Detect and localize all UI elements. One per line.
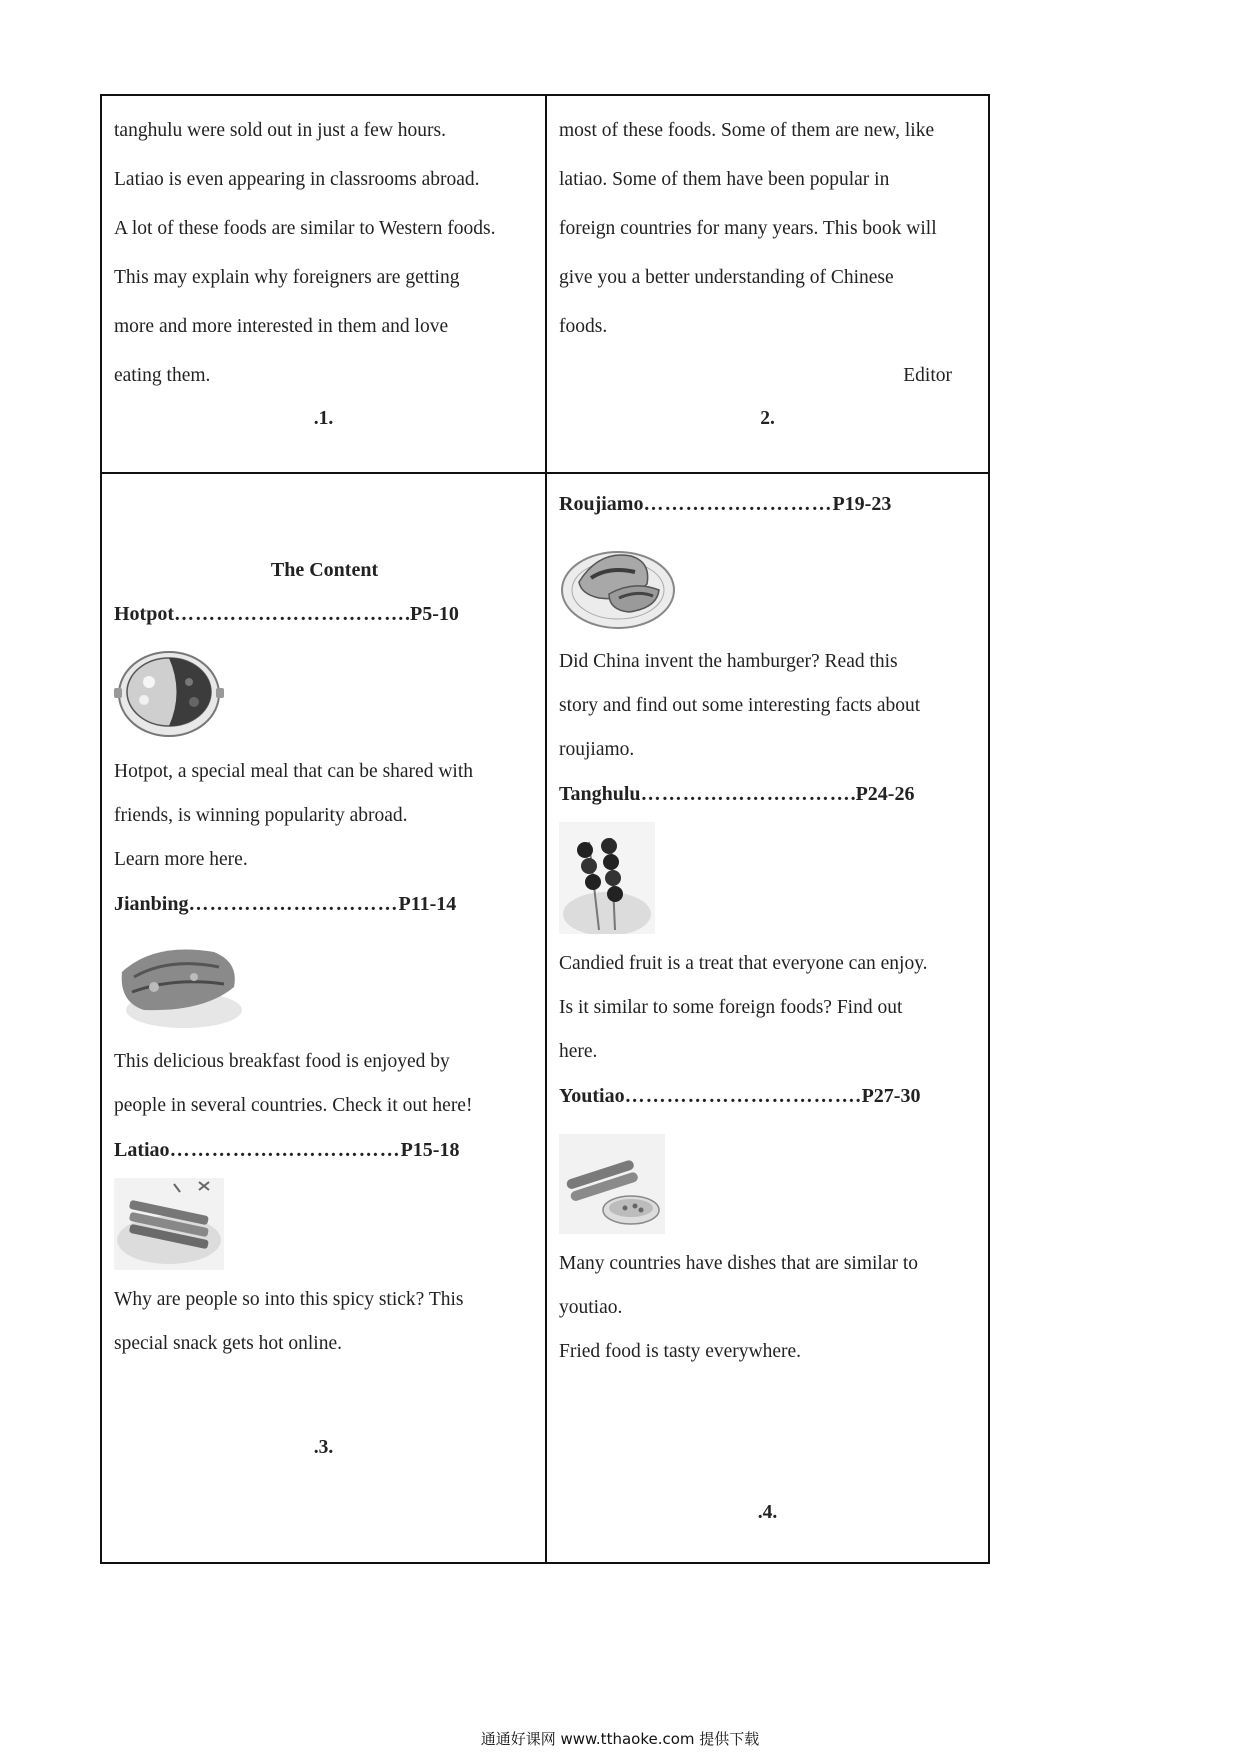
leader-dots: …………………………… <box>169 1139 401 1161</box>
panel-2 <box>545 96 988 472</box>
bottom-row <box>102 472 988 1562</box>
text-line: more and more interested in them and love <box>114 316 449 337</box>
top-row <box>102 96 988 472</box>
entry-description: Hotpot, a special meal that can be shared with <box>114 761 473 782</box>
text-line: latiao. Some of them have been popular in <box>559 169 890 190</box>
text-line: give you a better understanding of Chinese <box>559 267 894 288</box>
entry-description: Fried food is tasty everywhere. <box>559 1341 802 1362</box>
entry-title: Hotpot <box>114 603 174 625</box>
entry-description: youtiao. <box>559 1297 623 1318</box>
text-line: most of these foods. Some of them are new, like <box>559 120 935 141</box>
entry-description: people in several countries. Check it out here! <box>114 1095 473 1116</box>
entry-description: Many countries have dishes that are similar to <box>559 1253 919 1274</box>
entry-description: This delicious breakfast food is enjoyed by <box>114 1051 450 1072</box>
tanghulu-image <box>559 822 655 934</box>
entry-pages: P15-18 <box>400 1139 460 1161</box>
entry-pages: P27-30 <box>861 1085 921 1107</box>
entry-title: Tanghulu <box>559 783 641 805</box>
content-table <box>100 94 990 1564</box>
editor-signature: Editor <box>903 365 952 386</box>
panel-number: 2. <box>760 408 775 429</box>
hotpot-image <box>114 642 224 742</box>
entry-description: special snack gets hot online. <box>114 1333 342 1354</box>
panel-4 <box>545 474 988 1562</box>
roujiamo-image <box>559 532 677 632</box>
text-line: eating them. <box>114 365 211 386</box>
entry-title: Jianbing <box>114 893 189 915</box>
leader-dots: …………………………… <box>174 603 405 625</box>
entry-pages: P19-23 <box>832 493 892 515</box>
panel-number: .1. <box>313 408 334 429</box>
youtiao-image <box>559 1134 665 1234</box>
footer-watermark: 通通好课网 www.tthaoke.com 提供下载 <box>480 1730 760 1748</box>
entry-pages: P11-14 <box>398 893 457 915</box>
panel-3 <box>102 474 545 1562</box>
toc-entry-youtiao[interactable] <box>559 1074 978 1118</box>
entry-description: story and find out some interesting facts about <box>559 695 921 716</box>
entry-description: here. <box>559 1041 598 1062</box>
latiao-image <box>114 1178 224 1270</box>
text-line: Latiao is even appearing in classrooms abroad. <box>114 169 480 190</box>
entry-description: friends, is winning popularity abroad. <box>114 805 408 826</box>
leader-dots: ………………………… <box>188 893 399 915</box>
panel-1 <box>102 96 545 472</box>
text-line: tanghulu were sold out in just a few hours. <box>114 120 446 141</box>
panel-number: .4. <box>757 1502 778 1523</box>
entry-description: Learn more here. <box>114 849 248 870</box>
entry-description: Did China invent the hamburger? Read this <box>559 651 898 672</box>
entry-title: Youtiao <box>559 1085 625 1107</box>
toc-entry-jianbing[interactable] <box>114 882 535 926</box>
entry-description: Candied fruit is a treat that everyone can enjoy. <box>559 953 928 974</box>
leader-dots: ……………………… <box>643 493 833 515</box>
entry-description: Why are people so into this spicy stick? This <box>114 1289 464 1310</box>
entry-title: Latiao <box>114 1139 170 1161</box>
entry-description: Is it similar to some foreign foods? Find out <box>559 997 903 1018</box>
leader-dots: ……………………………. <box>624 1085 862 1107</box>
text-line: This may explain why foreigners are getting <box>114 267 460 288</box>
entry-pages: .P5-10 <box>405 603 459 625</box>
panel-number: .3. <box>313 1437 334 1458</box>
text-line: A lot of these foods are similar to Western foods. <box>114 218 496 239</box>
leader-dots: ………………………… <box>640 783 851 805</box>
jianbing-image <box>114 932 244 1032</box>
toc-entry-roujiamo[interactable] <box>559 482 978 526</box>
text-line: foreign countries for many years. This book will <box>559 218 937 239</box>
entry-pages: .P24-26 <box>850 783 915 805</box>
toc-entry-latiao[interactable] <box>114 1128 535 1172</box>
contents-heading: The Content <box>270 559 379 581</box>
toc-entry-hotpot[interactable] <box>114 592 535 636</box>
text-line: foods. <box>559 316 608 337</box>
toc-entry-tanghulu[interactable] <box>559 772 978 816</box>
entry-title: Roujiamo <box>559 493 644 515</box>
entry-description: roujiamo. <box>559 739 635 760</box>
